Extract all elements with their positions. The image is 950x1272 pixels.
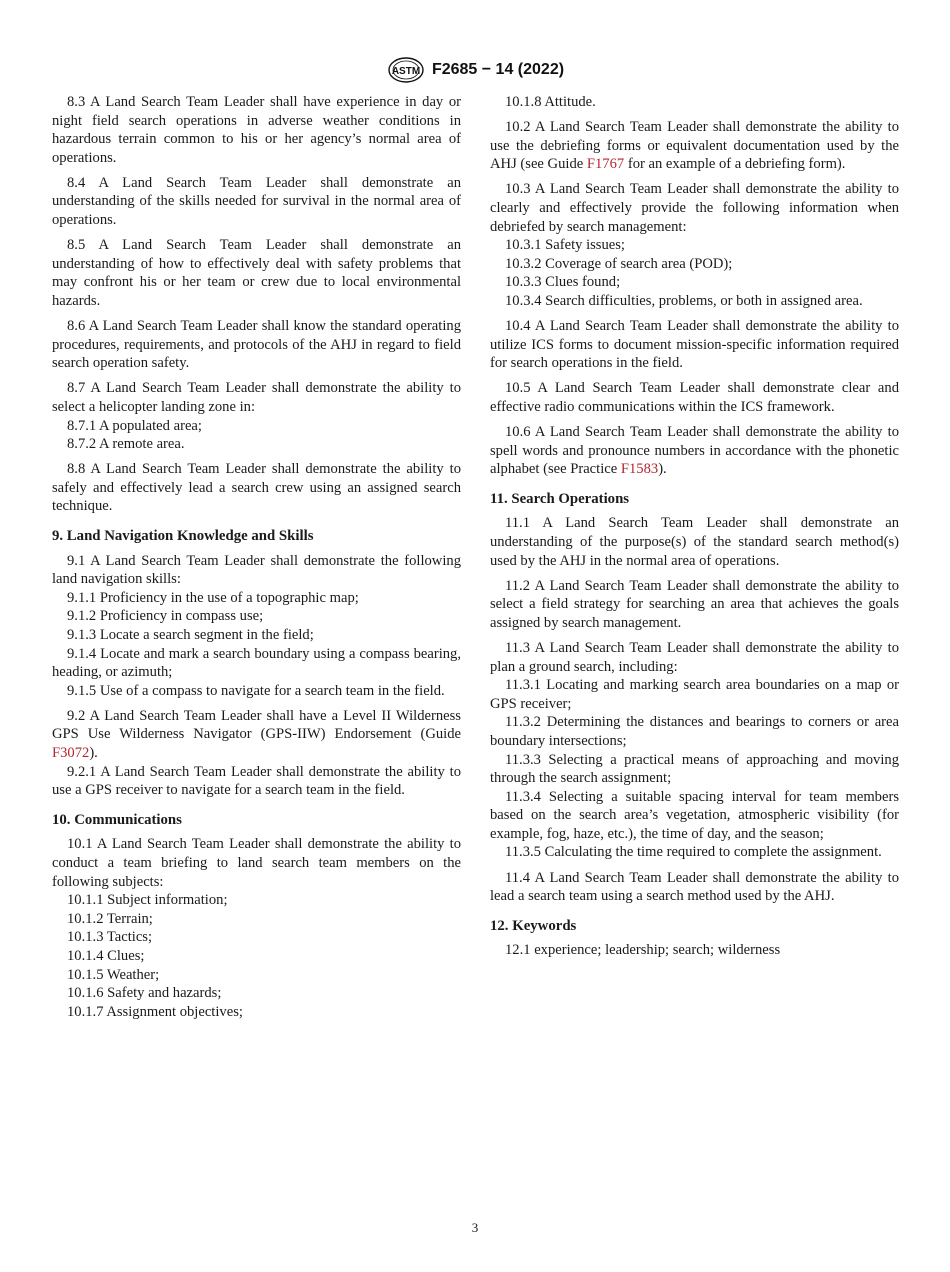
section-11-3-5: 11.3.5 Calculating the time required to complete the assignment. <box>505 844 882 861</box>
section-10-1-1: 10.1.1 Subject information; <box>67 892 228 909</box>
section-11-3-2: 11.3.2 Determining the distances and bearings to corners or area boundary intersections; <box>490 714 899 749</box>
heading-section-11: 11. Search Operations <box>490 490 630 507</box>
section-10-3-3: 10.3.3 Clues found; <box>505 274 621 291</box>
heading-section-12: 12. Keywords <box>490 917 577 934</box>
section-9-1-2: 9.1.2 Proficiency in compass use; <box>67 608 264 625</box>
section-10-6-text: 10.6 A Land Search Team Leader shall demonstrate the ability to spell words and pronounce numbers in accordance with the phonetic alphabet (see Practice <box>490 424 899 478</box>
section-10-6 <box>490 423 899 479</box>
section-10-1-6: 10.1.6 Safety and hazards; <box>67 985 222 1002</box>
section-11-3-1: 11.3.1 Locating and marking search area boundaries on a map or GPS receiver; <box>490 677 899 712</box>
section-8-7-2: 8.7.2 A remote area. <box>67 436 185 453</box>
section-9-1-5: 9.1.5 Use of a compass to navigate for a search team in the field. <box>67 682 445 699</box>
section-9-2-1: 9.2.1 A Land Search Team Leader shall demonstrate the ability to use a GPS receiver to navigate for a search team in the field. <box>52 763 461 799</box>
section-10-1-5: 10.1.5 Weather; <box>67 966 160 983</box>
section-10-2 <box>490 118 899 174</box>
section-11-3-4: 11.3.4 Selecting a suitable spacing interval for team members based on the search area’s vegetation, atmospheric visibility (for example, fog, haze, etc.), the time of day, and the season; <box>490 788 899 842</box>
section-10-1: 10.1 A Land Search Team Leader shall demonstrate the ability to conduct a team briefing to land search team members on the following subjects: <box>52 836 461 890</box>
section-10-1-2: 10.1.2 Terrain; <box>67 910 153 927</box>
reference-link-f1767[interactable]: F1767 <box>586 156 625 173</box>
page-number: 3 <box>471 1220 479 1235</box>
section-8-5: 8.5 A Land Search Team Leader shall demonstrate an understanding of how to effectively deal with safety problems that may confront his or her team or crew due to local environmental hazards. <box>52 237 461 309</box>
section-10-4: 10.4 A Land Search Team Leader shall demonstrate the ability to utilize ICS forms to document mission-specific information required for search operations in the field. <box>490 318 899 372</box>
section-11-3: 11.3 A Land Search Team Leader shall demonstrate the ability to plan a ground search, including: <box>490 639 899 675</box>
section-11-4: 11.4 A Land Search Team Leader shall demonstrate the ability to lead a search team using a search method used by the AHJ. <box>490 869 899 905</box>
astm-logo-icon <box>386 56 426 84</box>
section-11-1: 11.1 A Land Search Team Leader shall demonstrate an understanding of the purpose(s) of the standard search method(s) used by the AHJ in the normal area of operations. <box>490 515 899 569</box>
logo-text: ASTM <box>391 66 421 77</box>
section-8-8: 8.8 A Land Search Team Leader shall demonstrate the ability to safely and effectively lead a search crew using an assigned search technique. <box>52 461 461 515</box>
section-9-2 <box>52 707 461 763</box>
section-9-2-text: 9.2 A Land Search Team Leader shall have a Level II Wilderness GPS Use Wilderness Navigator (GPS-IIW) Endorsement (Guide <box>52 707 461 743</box>
reference-link-f1583[interactable]: F1583 <box>620 461 659 478</box>
section-9-1-3: 9.1.3 Locate a search segment in the field; <box>67 626 314 643</box>
section-9-2-end: ). <box>89 745 98 761</box>
section-8-3: 8.3 A Land Search Team Leader shall have experience in day or night field search operations in adverse weather conditions in hazardous terrain common to his or her agency’s normal area of operations. <box>52 94 461 166</box>
section-12-1: 12.1 experience; leadership; search; wilderness <box>505 942 781 959</box>
section-9-1: 9.1 A Land Search Team Leader shall demonstrate the following land navigation skills: <box>52 552 461 588</box>
section-10-1-7: 10.1.7 Assignment objectives; <box>67 1003 243 1020</box>
page-header <box>0 56 950 84</box>
section-10-1-4: 10.1.4 Clues; <box>67 947 145 964</box>
document-designation: F2685 − 14 (2022) <box>431 61 565 78</box>
section-10-1-8: 10.1.8 Attitude. <box>505 94 596 110</box>
section-10-5: 10.5 A Land Search Team Leader shall demonstrate clear and effective radio communications within the ICS framework. <box>490 380 899 415</box>
section-10-2-end: for an example of a debriefing form). <box>624 156 846 173</box>
section-9-1-4: 9.1.4 Locate and mark a search boundary using a compass bearing, heading, or azimuth; <box>52 645 461 681</box>
heading-section-10: 10. Communications <box>52 811 182 828</box>
heading-section-9: 9. Land Navigation Knowledge and Skills <box>52 527 314 544</box>
reference-link-f3072[interactable]: F3072 <box>52 745 90 761</box>
section-8-4: 8.4 A Land Search Team Leader shall demonstrate an understanding of the skills needed for survival in the normal area of operations. <box>52 174 461 229</box>
section-11-3-3: 11.3.3 Selecting a practical means of approaching and moving through the search assignment; <box>490 751 899 787</box>
left-column <box>52 93 461 1021</box>
right-column <box>490 93 899 966</box>
section-8-7-1: 8.7.1 A populated area; <box>67 417 202 434</box>
section-10-3-4: 10.3.4 Search difficulties, problems, or both in assigned area. <box>505 292 863 309</box>
section-8-7: 8.7 A Land Search Team Leader shall demonstrate the ability to select a helicopter landing zone in: <box>52 380 461 415</box>
section-10-3-1: 10.3.1 Safety issues; <box>505 237 625 254</box>
section-10-3-2: 10.3.2 Coverage of search area (POD); <box>505 255 733 272</box>
section-8-6: 8.6 A Land Search Team Leader shall know the standard operating procedures, requirements, and protocols of the AHJ in regard to field search operation safety. <box>52 318 461 372</box>
section-11-2: 11.2 A Land Search Team Leader shall demonstrate the ability to select a field strategy for searching an area that achieves the goals assigned by search management. <box>490 577 899 631</box>
section-10-3: 10.3 A Land Search Team Leader shall demonstrate the ability to clearly and effectively provide the following information when debriefed by search management: <box>490 181 899 235</box>
section-10-6-end: ). <box>658 461 667 478</box>
section-10-1-3: 10.1.3 Tactics; <box>67 929 153 946</box>
section-9-1-1: 9.1.1 Proficiency in the use of a topographic map; <box>67 589 359 606</box>
section-10-2-text: 10.2 A Land Search Team Leader shall demonstrate the ability to use the debriefing forms or equivalent documentation used by the AHJ (see Guide <box>490 119 899 173</box>
